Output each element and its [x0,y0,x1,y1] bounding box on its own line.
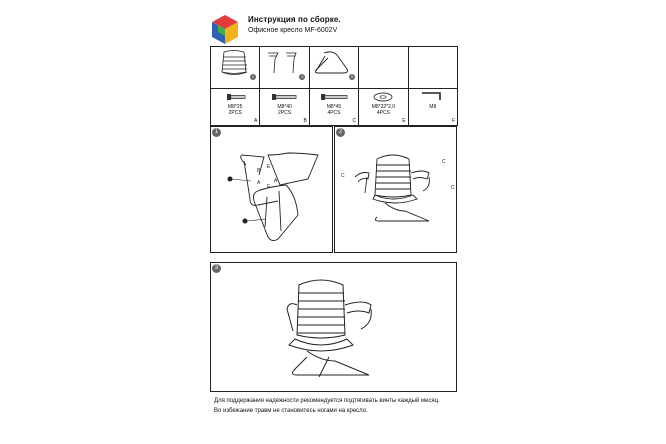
bolt-icon [310,89,359,103]
hex-key-size: M8 [429,104,437,110]
washer-size: M8*22*2.0 [371,104,396,110]
step-1-label: E [267,184,271,190]
part-empty [359,47,408,89]
part-hex-key [408,89,457,126]
washer-icon [359,89,408,103]
product-model: Офисное кресло MF-6002V [248,27,338,34]
part-letter: B [303,118,307,124]
part-number-badge: 3 [350,74,353,79]
bolt-size: M8*25 [227,104,243,110]
step-1-label: A [274,178,278,184]
bolt-qty: 4PCS [327,110,341,116]
hex-key-icon [409,89,458,103]
part-number-badge: 2 [301,74,304,79]
part-letter: A [254,118,258,124]
step-1-label: E [267,164,271,170]
part-letter: F [451,118,455,124]
maintenance-note: Для поддержания надежности рекомендуется подтягивать винты каждый месяц. [214,398,440,404]
brand-logo [210,14,240,46]
step-number-badge: 3 [212,264,221,273]
part-seat [211,47,260,89]
bolt-qty: 2PCS [228,110,242,116]
part-letter: C [352,118,357,124]
step-2-label: C [451,185,455,191]
washer-qty: 4PCS [376,110,390,116]
bolt-size: M8*40 [277,104,292,110]
step-1-label: A [257,180,261,186]
part-empty [408,47,457,89]
part-bolt-c [309,89,358,126]
part-bolt-b [260,89,309,126]
step-2-label: C [341,173,345,179]
bolt-size: M8*45 [326,104,342,110]
parts-table [210,46,458,126]
step-3-diagram [211,263,458,393]
part-armrest [260,47,309,89]
step-3-panel [210,262,457,392]
step-1-panel [210,126,333,253]
safety-note: Во избежание травм не становитесь ногами на кресло. [214,408,368,414]
bolt-icon [211,89,260,103]
step-1-label: B [257,168,261,174]
part-letter: E [402,118,406,124]
step-2-diagram [335,127,458,254]
page-title: Инструкция по сборке. [248,15,341,24]
bolt-qty: 2PCS [278,110,292,116]
step-1-diagram [211,127,334,254]
step-number-badge: 1 [212,128,221,137]
part-washer [359,89,408,126]
step-number-badge: 2 [336,128,345,137]
bolt-icon [260,89,309,103]
part-frame [309,47,358,89]
part-number-badge: 1 [251,74,255,79]
part-bolt-a [211,89,260,126]
step-2-panel [334,126,457,253]
step-2-label: C [442,159,446,165]
